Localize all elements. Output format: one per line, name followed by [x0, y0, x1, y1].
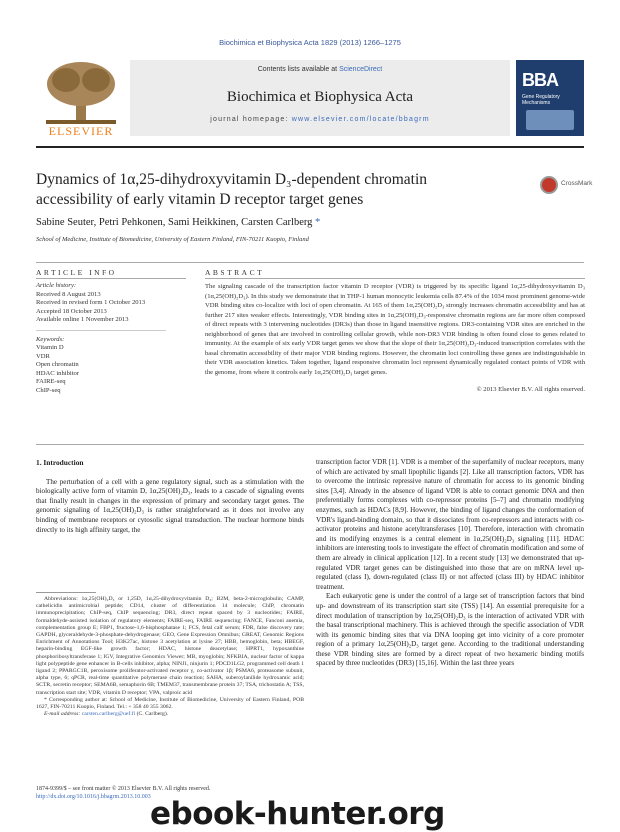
abstract-text: The signaling cascade of the transcription factor vitamin D receptor (VDR) is triggered by its specific ligand 1α,25-dihydroxyvitamin D₃ (1α,25(OH)₂D₃). In this study we demonstrate that in THP-1 human monocytic leukemia cells 87.4% of the 1034 most prominent genome-wide VDR binding sites co-localize with loci of open chromatin. At 165 of them 1α,25(OH)₂D₃ strongly increases chromatin accessibility and has at further 217 sites weaker effects. Interestingly, VDR binding sites in 1α,25(OH)₂D₃-responsive chromatin regions are far more often composed of direct repeats with 3 intervening nucleotides (DR3s) than those in ligand insensitive regions. DR3-containing VDR sites are enriched in the neighborhood of genes that are involved in controlling cellular growth, while non-DR3 VDR binding is often found close to genes related to immunity. At the example of six early VDR target genes we show that the slope of their 1α,25(OH)₂D₃-induced transcription correlates with the basal chromatin accessibility of their major VDR binding regions. However, the chromatin loci controlling these genes are indistinguishable in their VDR association kinetics. Taken together, ligand responsive chromatin loci represent dynamically regulated contact points of VDR with the genome, from where it controls early 1α,25(OH)₂D₃ target genes. — [205, 283, 585, 376]
history-item: Accepted 18 October 2013 — [36, 307, 107, 315]
homepage-line — [130, 116, 510, 123]
elsevier-tree-icon — [36, 60, 126, 126]
section-heading: 1. Introduction — [36, 458, 84, 467]
history-label: Article history: — [36, 282, 77, 289]
publisher-name: ELSEVIER — [48, 124, 114, 138]
history-item: Received in revised form 1 October 2013 — [36, 299, 146, 306]
abstract-bottom-rule — [36, 444, 584, 445]
keyword: Open chromatin — [36, 361, 79, 368]
crossmark-label: CrossMark — [561, 180, 593, 187]
intro-right-column — [316, 458, 584, 669]
abstract-heading: ABSTRACT — [205, 268, 265, 277]
journal-cover — [516, 60, 584, 136]
email-line — [36, 711, 304, 718]
article-info-heading: ARTICLE INFO — [36, 268, 117, 277]
contents-prefix: Contents lists available at — [257, 66, 340, 73]
article-info — [36, 282, 166, 395]
journal-banner — [130, 60, 510, 136]
email-link[interactable]: carsten.carlberg@uef.fi — [81, 711, 136, 718]
keyword: FAIRE-seq — [36, 378, 66, 385]
doi-link[interactable]: http://dx.doi.org/10.1016/j.bbagrm.2013.10.003 — [36, 793, 151, 800]
copyright: © 2013 Elsevier B.V. All rights reserved. — [476, 386, 585, 393]
divider — [36, 262, 584, 263]
email-label: E-mail address: — [44, 711, 82, 718]
footnote-rule — [36, 592, 96, 593]
keyword: HDAC inhibitor — [36, 369, 80, 377]
footnotes — [36, 596, 304, 718]
journal-masthead — [36, 60, 584, 140]
intro-paragraph: transcription factor VDR [1]. VDR is a member of the superfamily of nuclear receptors, many of which are activated by small lipophilic ligands [2]. Like all transcription factors, VDR has to overcome the intrinsic repressive nature of chromatin for access to its genomic binding sites [3,4]. Already in the absence of ligand VDR is able to contact genomic DNA and then preferentially forms complexes with co-repressor proteins [5–7] and chromatin modifying enzymes, such as HDACs [8,9]. However, the binding of ligand changes the conformation of VDR's ligand-binding domain, so that it dissociates from co-repressors and interacts with co-activator proteins and histone acetyltransferases [10]. Therefore, interaction with chromatin and its modifying enzymes is a central element in 1α,25(OH)₂D₃ signaling [11]. HDAC inhibitors are interesting tools to investigate the effect of chromatin modification and some of them are already in clinical application [12]. In a recent study [13] we demonstrated that up-regulated VDR target genes can be distinguished into those that are on mRNA level up-regulated (class I), down-regulated (class II) or not affected (class III) by HDAC inhibitor treatment. — [316, 458, 584, 591]
keyword: ChIP-seq — [36, 386, 61, 394]
intro-paragraph: The perturbation of a cell with a gene regulatory signal, such as a stimulation with the biologically active form of vitamin D, 1α,25(OH)₂D₃, leads to a cascade of signaling events that finally result in changes in the expression of primary and secondary target genes. The genomic signaling of 1α,25(OH)₂D₃ is rather straightforward as it does not involve any binding of membrane receptors or cytosolic signal transduction. The nuclear hormone binds directly to its high affinity target, the — [36, 477, 304, 534]
history-item: Received 8 August 2013 — [36, 290, 101, 298]
author-list — [36, 217, 320, 228]
elsevier-logo — [36, 60, 126, 136]
authors-names: Sabine Seuter, Petri Pehkonen, Sami Heikkinen, Carsten Carlberg — [36, 217, 313, 228]
sciencedirect-link[interactable]: ScienceDirect — [339, 66, 383, 73]
abbreviations: Abbreviations: 1α,25(OH)₂D₃ or 1,25D, 1α,25-dihydroxyvitamin D₃; B2M, beta-2-microglobulin; CAMP, cathelicidin antimicrobial peptide; CD14, cluster of differentiation 14 molecule; ChIP, chromatin immunoprecipitation; ChIP-seq, ChIP sequencing; DR3, direct repeat spaced by 3 nucleotides; FAIRE, formaldehyde-assisted isolation of regulatory elements; FAIRE-seq, FAIRE sequencing; FANCE, Fanconi anemia, complementation group E; FBP1, fructose-1,6-bisphosphatase 1; FCS, fetal calf serum; FDR, false discovery rate; GAPDH, glyceraldehyde-3-phosphate-dehydrogenase; GEO, Gene Expression Omnibus; GREAT, Genomic Regions Enrichment of Annotations Tool; H3K27ac, histone 3 acetylation at lysine 27; HBB, hemoglobin, beta; HBEGF, heparin-binding EGF-like growth factor; HDAC, histone deacetylase; HPRT1, hypoxanthine phosphoribosyltransferase 1; IGV, Integrative Genomics Viewer; MB, myoglobin; NFKBIA, nuclear factor of kappa light polypeptide gene enhancer in B-cells inhibitor, alpha; NINJ1, ninjurin 1; PDCD1LG2, programmed cell death 1 ligand 2; PPARGC1B, peroxisome proliferator-activated receptor γ, co-activator 1β; PSMA6, proteasome subunit, alpha type, 6; qPCR, real-time quantitative polymerase chain reaction; SAHA, suberoylanilide hydroxamic acid; SCTR, secretin receptor; SEMA6B, semaphorin 6B; TMEM37, transmembrane protein 37; TSA, trichostatin A; TSS, transcription start site; VDR, vitamin D receptor; VPA, valproic acid — [36, 596, 304, 696]
homepage-link[interactable]: www.elsevier.com/locate/bbagrm — [291, 116, 430, 123]
article-title: Dynamics of 1α,25-dihydroxyvitamin D₃-dependent chromatin accessibility of early vitamin D receptor target genes — [36, 171, 428, 208]
cover-subtitle: Gene Regulatory Mechanisms — [522, 94, 560, 106]
keywords-label: Keywords: — [36, 335, 65, 343]
cover-image — [526, 110, 574, 130]
homepage-prefix: journal homepage: — [210, 116, 292, 123]
intro-paragraph: Each eukaryotic gene is under the control of a large set of transcription factors that bind up- and downstream of its transcription start site (TSS) [14]. An essential prerequisite for a direct modulation of transcription by 1α,25(OH)₂D₃ is the interaction of activated VDR with the basal transcriptional machinery. This is achieved through the specific association of VDR with its genomic binding sites that via DNA looping get into vicinity of a core promoter region of a primary 1α,25(OH)₂D₃ target gene. According to the traditional understanding these VDR binding sites are formed by a direct repeat of two hexameric binding motifs spaced by three nucleotides (DR3) [15,16]. Within the last three years — [316, 592, 584, 668]
watermark: ebook-hunter.org — [150, 796, 445, 832]
journal-title: Biochimica et Biophysica Acta — [226, 89, 414, 105]
contents-line — [130, 66, 510, 73]
corresponding-note: * Corresponding author at: School of Medicine, Institute of Biomedicine, University of Eastern Finland, POB 1627, FIN-70211 Kuopio, Finland. Tel.: + 358 40 355 3062. — [36, 696, 304, 711]
cover-title: BBA — [522, 70, 558, 90]
keyword: Vitamin D — [36, 344, 64, 351]
history-item: Available online 1 November 2013 — [36, 316, 129, 323]
abstract-divider — [205, 278, 585, 279]
corresponding-author-link[interactable]: * — [312, 217, 321, 228]
abstract-body — [205, 282, 585, 395]
intro-left-column — [36, 458, 304, 535]
affiliation: School of Medicine, Institute of Biomedicine, University of Eastern Finland, FIN-70211 Kuopio, Finland — [36, 236, 309, 243]
header-rule — [36, 146, 584, 148]
info-divider — [36, 278, 186, 279]
info-separator — [36, 330, 166, 331]
crossmark-button[interactable] — [540, 176, 593, 198]
running-head[interactable]: Biochimica et Biophysica Acta 1829 (2013) 1266–1275 — [219, 38, 401, 47]
crossmark-icon — [540, 176, 558, 194]
email-suffix: (C. Carlberg). — [135, 711, 169, 718]
issn-line: 1874-9399/$ – see front matter © 2013 Elsevier B.V. All rights reserved. — [36, 786, 211, 792]
keyword: VDR — [36, 352, 50, 360]
